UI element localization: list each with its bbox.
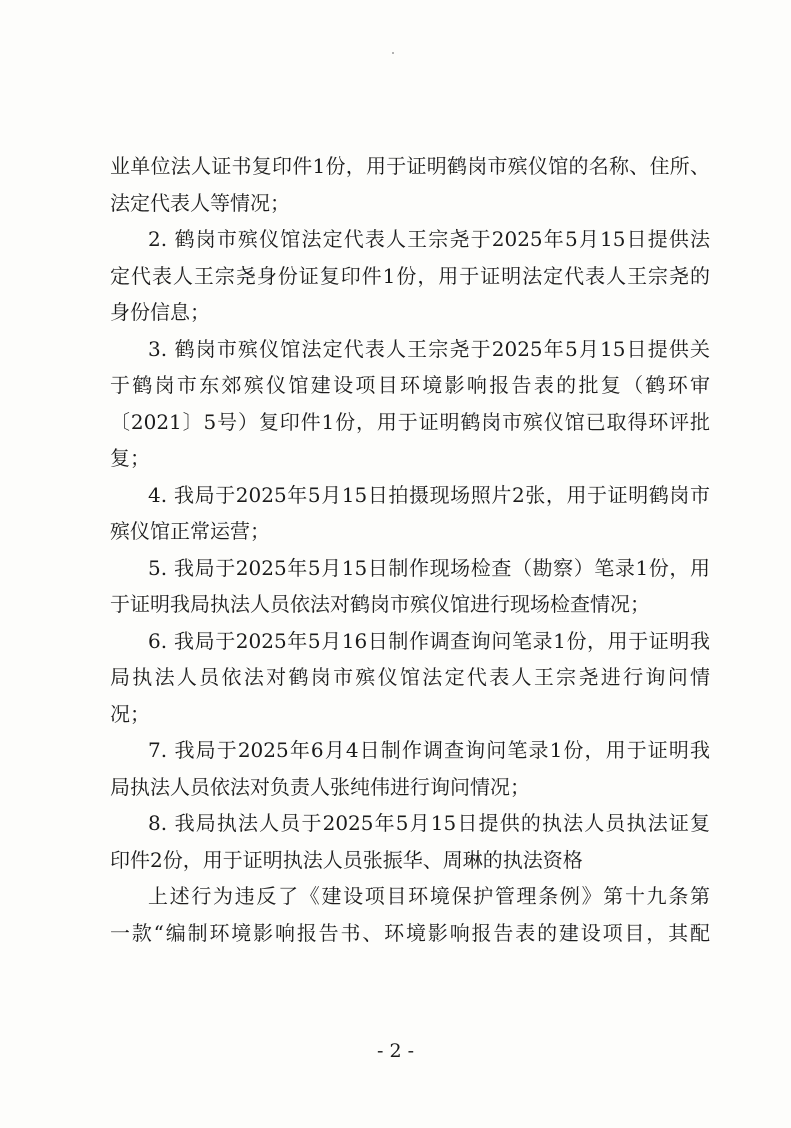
text-line: 定代表人王宗尧身份证复印件1份，用于证明法定代表人王宗尧的 [110,263,710,288]
text-line: 殡仪馆正常运营； [110,519,270,543]
text-line: 于鹤岗市东郊殡仪馆建设项目环境影响报告表的批复（鹤环审 [110,373,710,397]
text-line: 局执法人员依法对负责人张纯伟进行询问情况； [110,774,530,799]
text-line: 印件2份，用于证明执法人员张振华、周琳的执法资格 [110,847,583,872]
text-line: 〔2021〕5号）复印件1份，用于证明鹤岗市殡仪馆已取得环评批 [110,409,710,434]
evidence-item-2: 2. 鹤岗市殡仪馆法定代表人王宗尧于2025年5月15日提供法 [148,227,710,251]
page-number: - 2 - [376,1040,414,1062]
text-line: 局执法人员依法对鹤岗市殡仪馆法定代表人王宗尧进行询问情 [110,665,710,689]
text-line: 复； [110,446,150,470]
text-line: 于证明我局执法人员依法对鹤岗市殡仪馆进行现场检查情况； [110,592,650,616]
document-body [110,148,710,951]
text-line: 法定代表人等情况； [110,190,290,215]
text-line: 业单位法人证书复印件1份，用于证明鹤岗市殡仪馆的名称、住所、 [110,154,710,178]
evidence-item-6: 6. 我局于2025年5月16日制作调查询问笔录1份，用于证明我 [148,628,710,653]
evidence-item-5: 5. 我局于2025年5月15日制作现场检查（勘察）笔录1份，用 [148,555,710,580]
text-line: 一款“编制环境影响报告书、环境影响报告表的建设项目，其配 [110,920,710,945]
scan-speck [392,52,394,54]
text-line: 身份信息； [110,300,210,324]
text-line: 况； [110,701,150,726]
evidence-item-7: 7. 我局于2025年6月4日制作调查询问笔录1份，用于证明我 [148,738,710,762]
evidence-item-4: 4. 我局于2025年5月15日拍摄现场照片2张，用于证明鹤岗市 [148,482,710,507]
evidence-item-8: 8. 我局执法人员于2025年5月15日提供的执法人员执法证复 [148,811,710,835]
violation-paragraph: 上述行为违反了《建设项目环境保护管理条例》第十九条第 [148,884,710,908]
evidence-item-3: 3. 鹤岗市殡仪馆法定代表人王宗尧于2025年5月15日提供关 [148,336,710,361]
